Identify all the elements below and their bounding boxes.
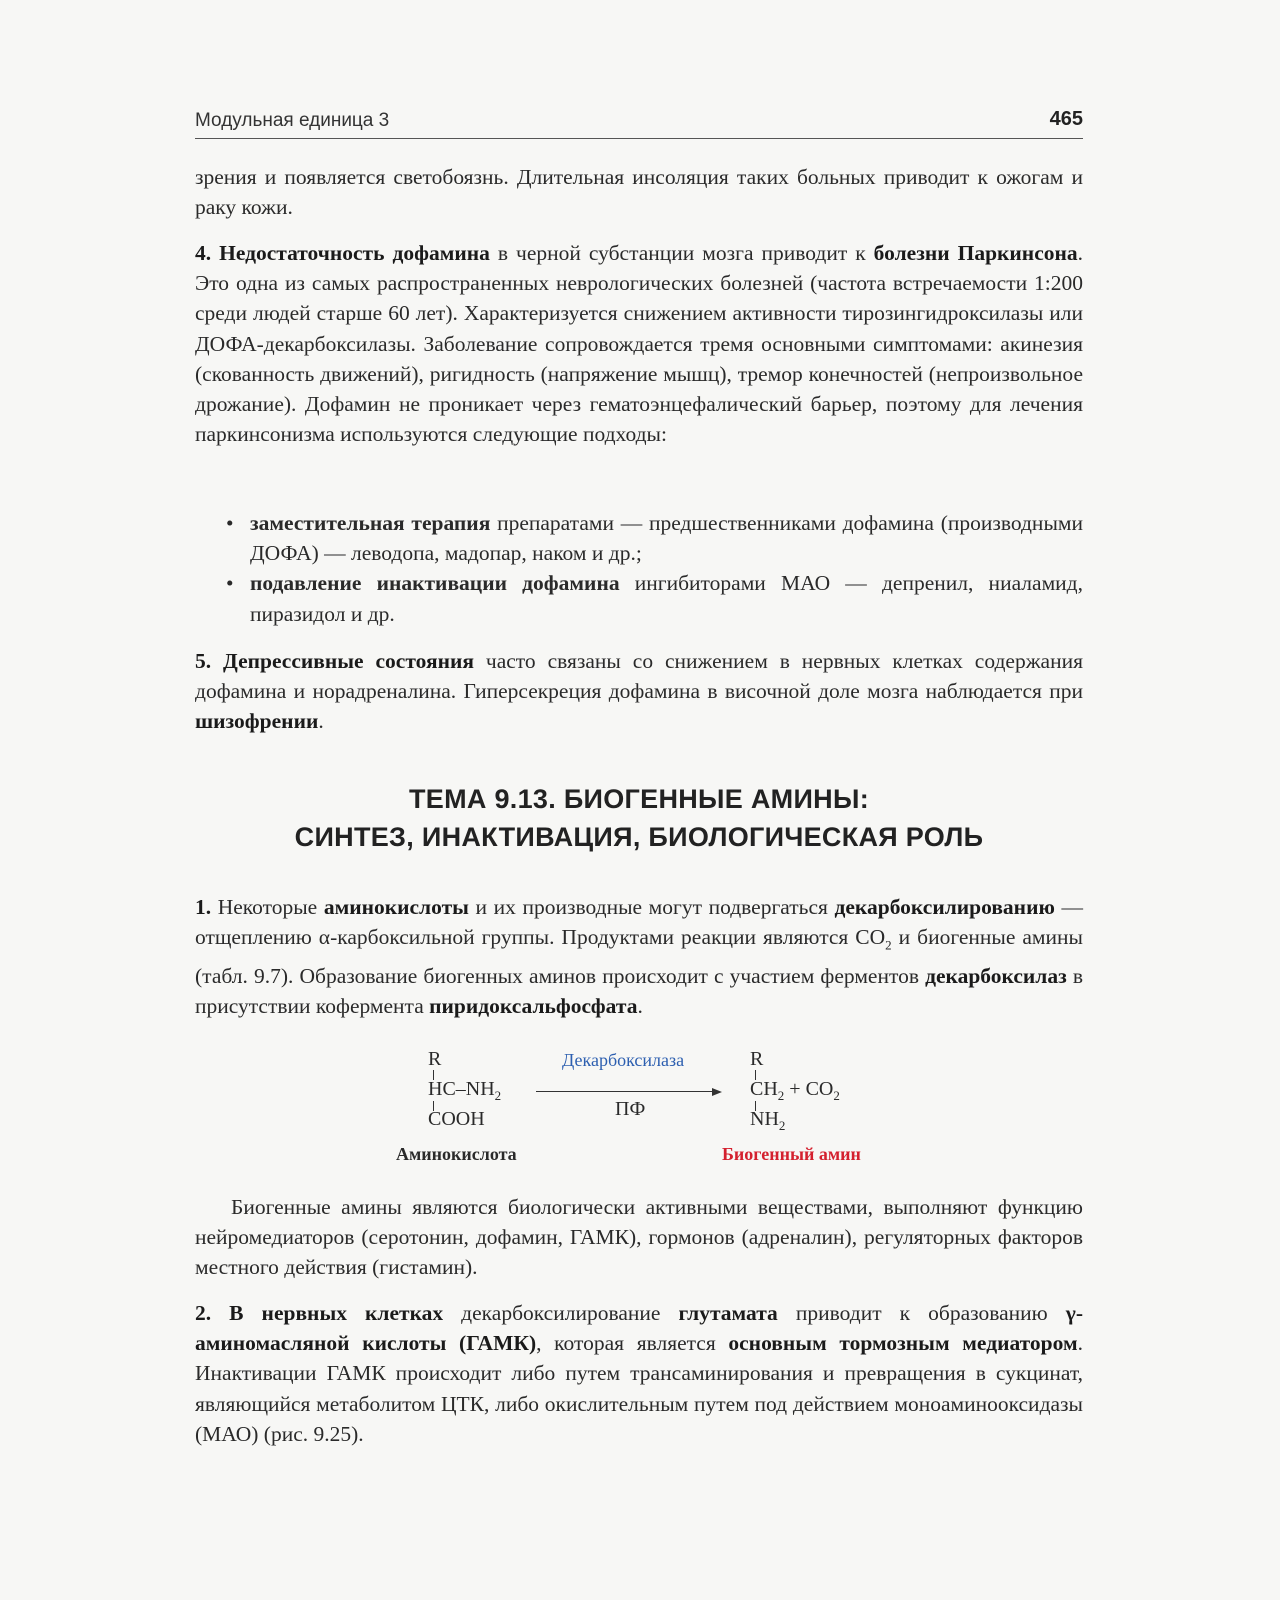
decarboxylases-term: декарбоксилаз xyxy=(925,963,1067,988)
substrate-hc-nh2 xyxy=(428,1078,501,1104)
bullet-icon: • xyxy=(226,571,234,596)
paragraph-intro-text: зрения и появляется светобоязнь. Длительная инсоляция таких больных приводит к ожогам и раку кожи. xyxy=(195,165,1083,220)
paragraph-2-text-2: приводит к образованию xyxy=(777,1301,1066,1325)
paragraph-4-text-1: в черной субстанции мозга приводит к xyxy=(489,241,874,265)
substrate-hc-text: HC–NH xyxy=(428,1078,495,1100)
co2-subscript: 2 xyxy=(885,937,892,953)
amino-acids-term: аминокислоты xyxy=(323,895,469,919)
product-label: Биогенный амин xyxy=(722,1144,861,1164)
reaction-arrow xyxy=(536,1091,716,1092)
paragraph-2-text-3: , которая является xyxy=(536,1331,729,1356)
paragraph-intro xyxy=(195,162,1083,222)
decarboxylation-scheme xyxy=(390,1048,910,1173)
plus-co-text: + CO xyxy=(784,1078,834,1100)
cofactor-label: ПФ xyxy=(615,1098,646,1120)
paragraph-1-text-5: . xyxy=(637,993,643,1018)
paragraph-amines-text: Биогенные амины являются биологически активными веществами, выполняют функцию нейромедиаторов (серотонин, дофамин, ГАМК), гормонов (адреналин), регуляторных факторов местного действия (гистамин). xyxy=(195,1195,1083,1280)
product-ch2-co2 xyxy=(750,1078,840,1104)
product-r-group: R xyxy=(750,1048,764,1070)
list-item-text: препаратами — предшественниками дофамина (производными ДОФА) — леводопа, мадопар, наком и др.; xyxy=(250,511,1083,566)
paragraph-1-text-3: и биогенные амины (табл. 9.7). Образование биогенных аминов происходит с участием ферментов xyxy=(195,925,1083,988)
bullet-icon: • xyxy=(226,511,234,535)
gaba-term: γ-аминомасляной кислоты (ГАМК) xyxy=(195,1301,1083,1356)
arrow-head-icon xyxy=(712,1088,722,1096)
paragraph-2-text-4: . Инактивации ГАМК происходит либо путем трансаминирования и превращения в сукцинат, являющийся метаболитом ЦТК, либо окислительным путем под действием моноаминооксидазы (МАО) (рис. 9.25). xyxy=(195,1331,1083,1446)
paragraph-5-heading: 5. Депрессивные состояния xyxy=(195,649,474,673)
running-header xyxy=(195,108,1083,139)
list-item-text: ингибиторами МАО — депренил, ниаламид, пиразидол и др. xyxy=(250,571,1083,626)
paragraph-2 xyxy=(195,1298,1083,1449)
glutamate-term: глутамата xyxy=(678,1301,778,1325)
inhibitory-mediator-term: основным тормозным медиатором xyxy=(728,1331,1078,1356)
paragraph-1-number: 1. xyxy=(195,895,212,919)
paragraph-1-text-1: и их производные могут подвергаться xyxy=(468,895,835,919)
product-nh2 xyxy=(750,1108,785,1134)
therapy-list xyxy=(222,508,1083,629)
paragraph-4 xyxy=(195,238,1083,449)
parkinson-term: болезни Паркинсона xyxy=(873,241,1078,265)
pyridoxal-phosphate-term: пиридоксальфосфата xyxy=(429,993,638,1018)
section-title-line-2: СИНТЕЗ, ИНАКТИВАЦИЯ, БИОЛОГИЧЕСКАЯ РОЛЬ xyxy=(294,822,984,852)
paragraph-4-text-2: . Это одна из самых распространенных неврологических болезней (частота встречаемости 1:200 среди людей старше 60 лет). Характеризуется снижением активности тирозингидроксилазы или ДОФА-декарбоксилазы. Заболевание сопровождается тремя основными симптомами: акинезия (скованность движений), ригидность (напряжение мышц), тремор конечностей (непроизвольное дрожание). Дофамин не проникает через гематоэнцефалический барьер, поэтому для лечения паркинсонизма используются следующие подходы: xyxy=(195,241,1083,447)
substrate-r-group: R xyxy=(428,1048,442,1070)
subscript: 2 xyxy=(778,1118,786,1133)
subscript: 2 xyxy=(833,1088,840,1103)
product-nh-text: NH xyxy=(750,1108,779,1130)
list-item xyxy=(222,568,1083,628)
paragraph-2-text-1: декарбоксилирование xyxy=(443,1301,679,1325)
schizophrenia-term: шизофрении xyxy=(195,709,319,734)
product-ch-text: CH xyxy=(750,1078,778,1100)
substrate-label: Аминокислота xyxy=(396,1144,517,1164)
subscript: 2 xyxy=(494,1088,502,1103)
paragraph-5-text-1: часто связаны со снижением в нервных клетках содержания дофамина и норадреналина. Гиперсекреция дофамина в височной доле мозга наблюдается при xyxy=(195,649,1084,704)
paragraph-1 xyxy=(195,892,1083,1021)
enzyme-label: Декарбоксилаза xyxy=(562,1050,685,1070)
paragraph-5-text-2: . xyxy=(318,709,324,734)
paragraph-5 xyxy=(195,646,1083,737)
paragraph-2-heading: 2. В нервных клетках xyxy=(195,1301,444,1325)
substrate-cooh: COOH xyxy=(428,1108,485,1130)
paragraph-amines xyxy=(195,1192,1083,1283)
paragraph-1-text-0: Некоторые xyxy=(211,895,324,919)
page-number: 465 xyxy=(1049,108,1083,130)
list-item-bold: заместительная терапия xyxy=(250,511,491,535)
paragraph-1-text-4: в присутствии кофермента xyxy=(195,963,1084,1018)
section-title-line-1: ТЕМА 9.13. БИОГЕННЫЕ АМИНЫ: xyxy=(408,784,870,814)
section-title xyxy=(195,780,1083,856)
decarboxylation-term: декарбоксилированию xyxy=(834,895,1055,919)
list-item xyxy=(222,508,1083,568)
list-item-bold: подавление инактивации дофамина xyxy=(250,571,620,596)
paragraph-1-text-2: — отщеплению α-карбоксильной группы. Продуктами реакции являются CO xyxy=(195,895,1083,950)
header-section-title: Модульная единица 3 xyxy=(195,110,390,131)
paragraph-4-heading: 4. Недостаточность дофамина xyxy=(195,241,490,265)
subscript: 2 xyxy=(777,1088,785,1103)
